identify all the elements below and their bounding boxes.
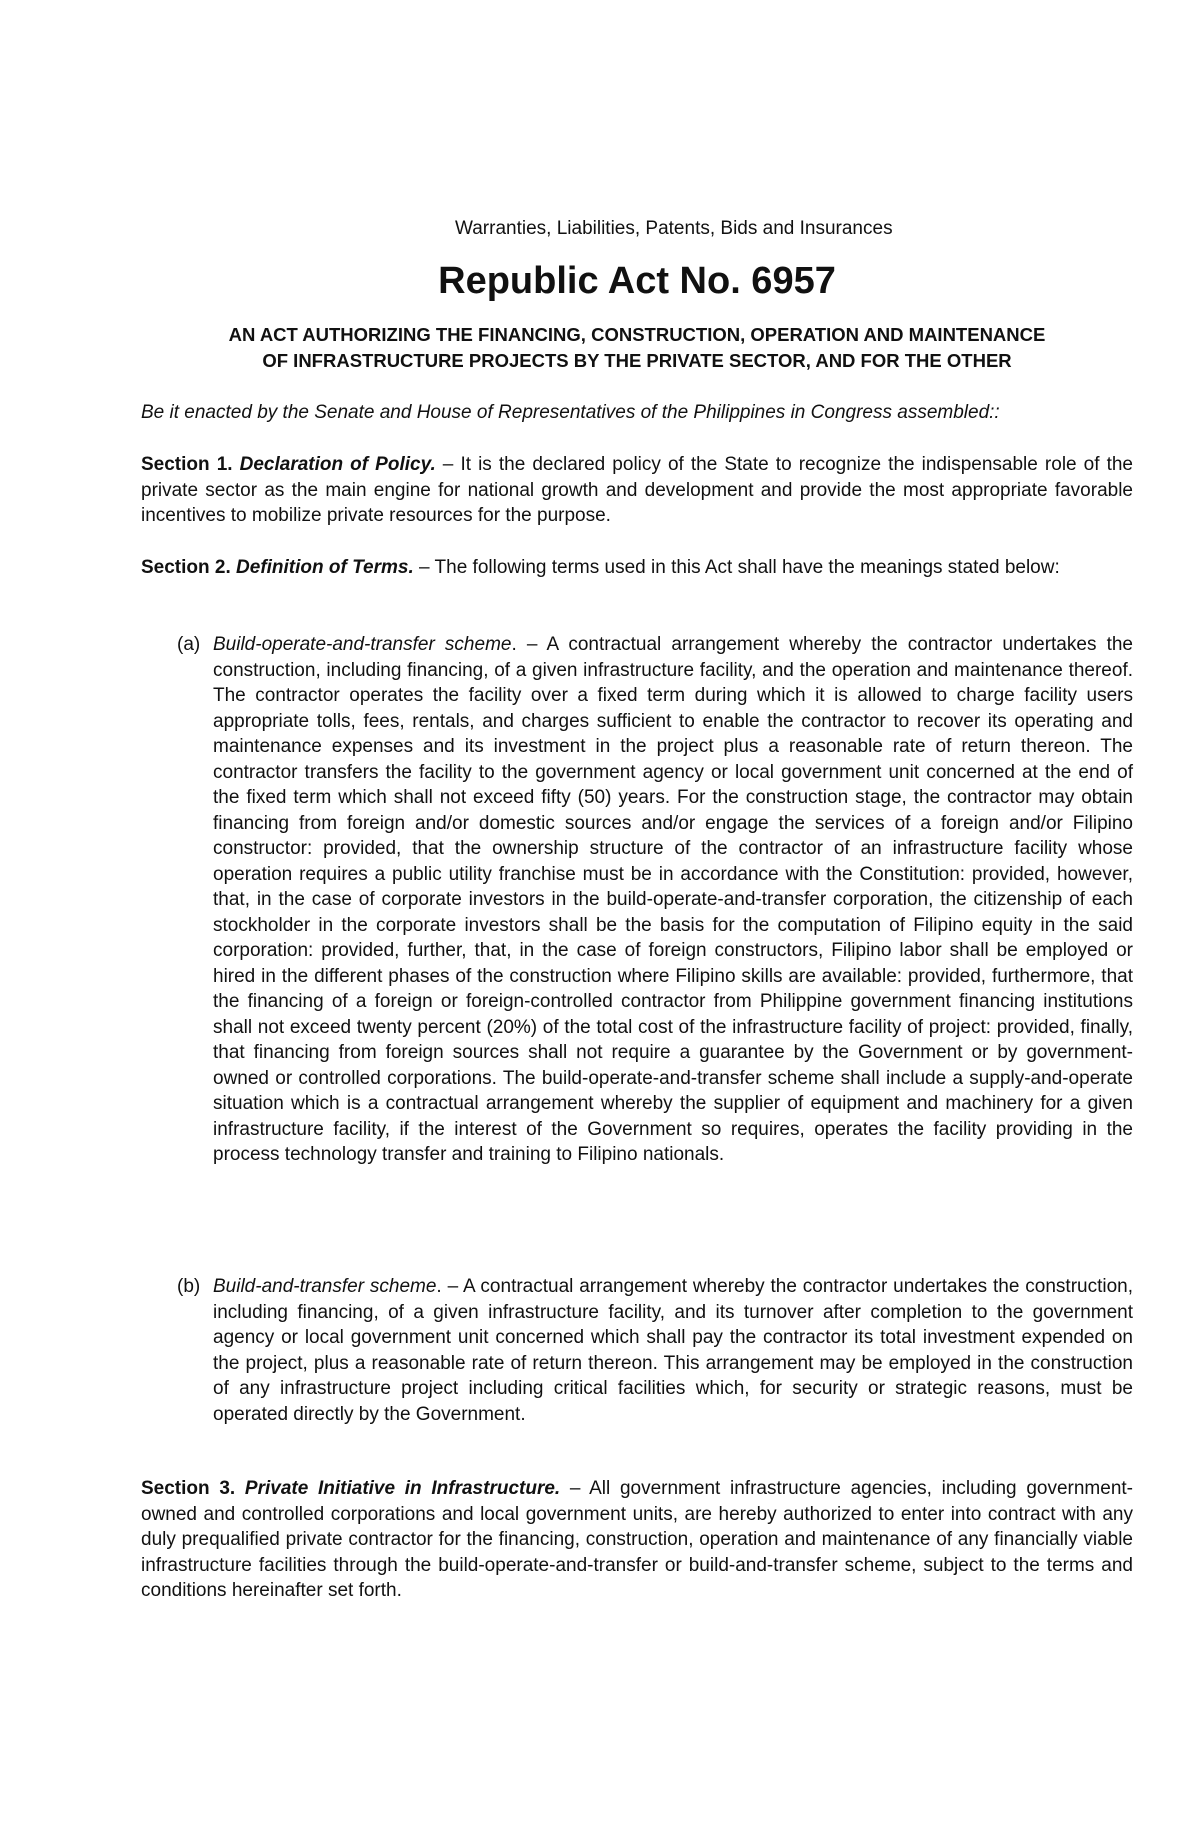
clause-b-term: Build-and-transfer scheme [213, 1276, 437, 1297]
clause-b-letter: (b) [177, 1276, 201, 1297]
section-2-text: – The following terms used in this Act shall have the meanings stated below: [413, 557, 1060, 578]
section-3-label: Section 3. [141, 1478, 236, 1499]
section-2-heading: Definition of Terms. [236, 557, 414, 578]
section-1 [141, 452, 1133, 529]
clause-a-text: . – A contractual arrangement whereby the contractor undertakes the construction, including financing, of a given infrastructure facility, and the operation and maintenance thereof. The contractor operates the facility over a fixed term during which it is allowed to charge facility users appropriate tolls, fees, rentals, and charges sufficient to enable the contractor to recover its operating and maintenance expenses and its investment in the project plus a reasonable rate of return thereon. The contractor transfers the facility to the government agency or local government unit concerned at the end of the fixed term which shall not exceed fifty (50) years. For the construction stage, the contractor may obtain financing from foreign and/or domestic sources and/or engage the services of a foreign and/or Filipino constructor: provided, that the ownership structure of the contractor of an infrastructure facility whose operation requires a public utility franchise must be in accordance with the Constitution: provided, however, that, in the case of corporate investors in the build-operate-and-transfer corporation, the citizenship of each stockholder in the corporate investors shall be the basis for the computation of Filipino equity in the said corporation: provided, further, that, in the case of foreign constructors, Filipino labor shall be employed or hired in the different phases of the construction where Filipino skills are available: provided, furthermore, that the financing of a foreign or foreign-controlled contractor from Philippine government financing institutions shall not exceed twenty percent (20%) of the total cost of the infrastructure facility of project: provided, finally, that financing from foreign sources shall not require a guarantee by the Government or by government-owned or controlled corporations. The build-operate-and-transfer scheme shall include a supply-and-operate situation which is a contractual arrangement whereby the supplier of equipment and machinery for a given infrastructure facility, if the interest of the Government so requires, operates the facility providing in the process technology transfer and training to Filipino nationals. [213, 634, 1134, 1165]
enacting-clause: Be it enacted by the Senate and House of Representatives of the Philippines in Congress assembled:: [141, 402, 1000, 423]
section-1-text: – It is the declared policy of the State to recognize the indispensable role of the private sector as the main engine for national growth and development and provide the most appropriate favorable incentives to mobilize private resources for the purpose. [141, 454, 1134, 526]
section-2-label: Section 2. [141, 557, 231, 578]
act-title-line-1: AN ACT AUTHORIZING THE FINANCING, CONSTRUCTION, OPERATION AND MAINTENANCE [228, 324, 1046, 345]
act-title [141, 322, 1133, 373]
section-1-heading: Declaration of Policy. [239, 454, 436, 475]
act-number: Republic Act No. 6957 [438, 260, 836, 302]
clause-b-text: . – A contractual arrangement whereby the contractor undertakes the construction, including financing, of a given infrastructure facility, and its turnover after completion to the government agency or local government unit concerned which shall pay the contractor its total investment expended on the project, plus a reasonable rate of return thereon. This arrangement may be employed in the construction of any infrastructure project including critical facilities which, for security or strategic reasons, must be operated directly by the Government. [213, 1276, 1134, 1425]
clause-a-term: Build-operate-and-transfer scheme [213, 634, 512, 655]
act-title-line-2: OF INFRASTRUCTURE PROJECTS BY THE PRIVATE SECTOR, AND FOR THE OTHER [262, 349, 1012, 371]
section-3-text: – All government infrastructure agencies, including government-owned and controlled corporations and local government units, are hereby authorized to enter into contract with any duly prequalified private contractor for the financing, construction, operation and maintenance of any financially viable infrastructure facilities through the build-operate-and-transfer or build-and-transfer scheme, subject to the terms and conditions hereinafter set forth. [141, 1478, 1134, 1601]
section-2 [141, 555, 1133, 581]
section-1-label: Section 1. [141, 454, 233, 475]
clause-a [177, 632, 1134, 1168]
section-3 [141, 1476, 1133, 1604]
clause-a-letter: (a) [177, 634, 201, 655]
section-3-heading: Private Initiative in Infrastructure. [244, 1478, 561, 1499]
document-subject: Warranties, Liabilities, Patents, Bids and Insurances [455, 218, 893, 239]
clause-b [177, 1274, 1134, 1427]
